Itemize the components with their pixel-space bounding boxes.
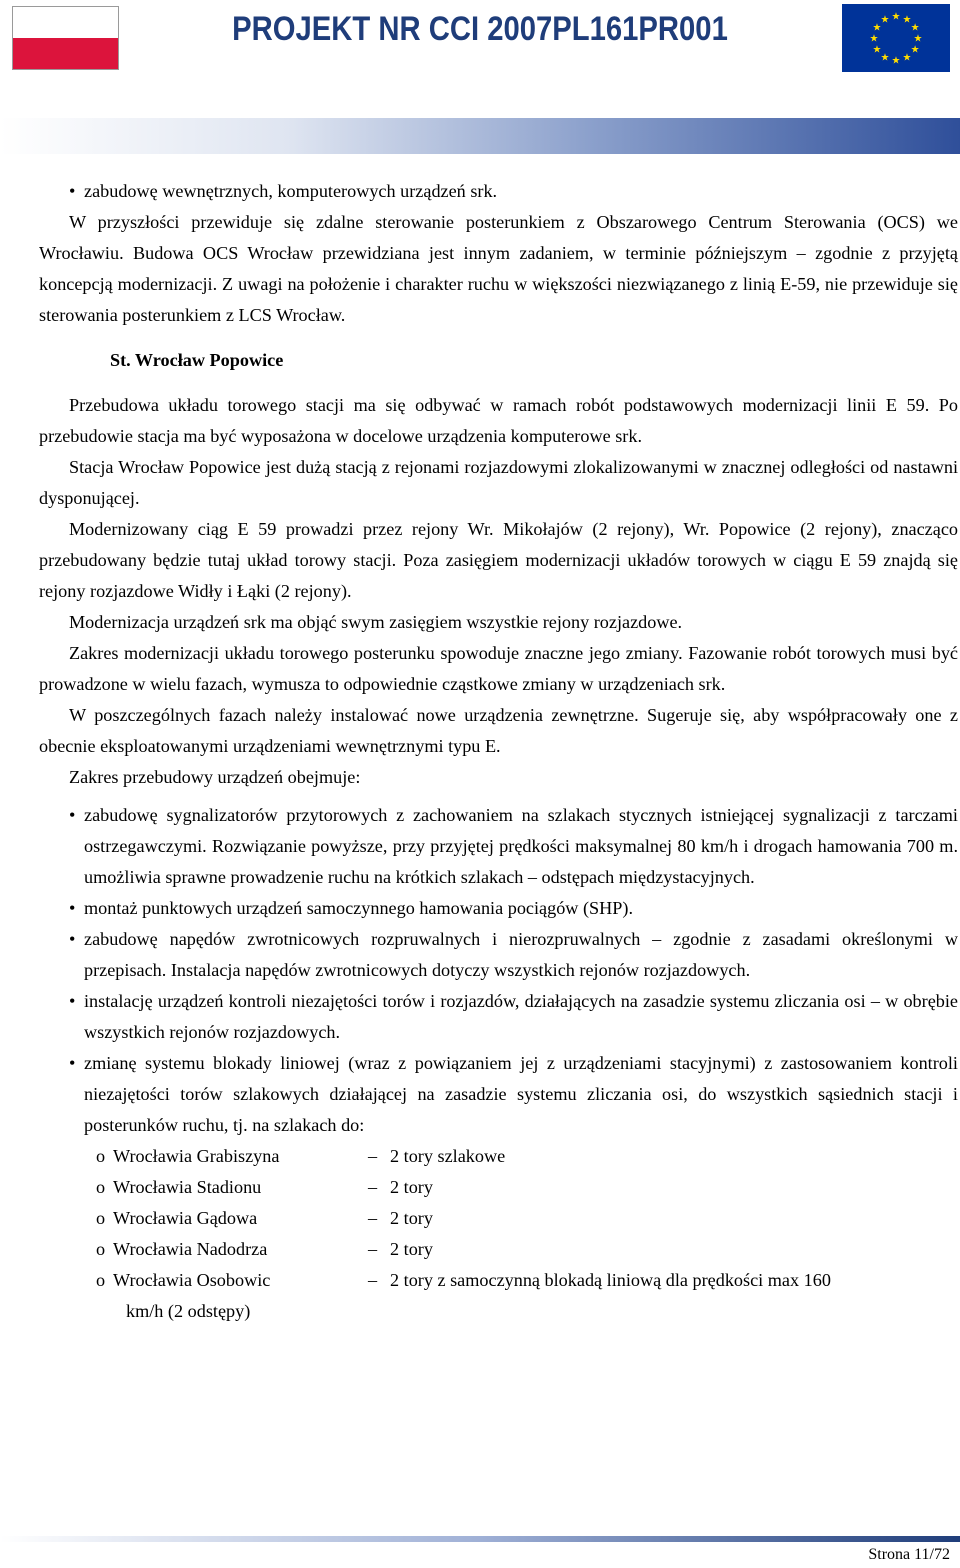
list-item: • montaż punktowych urządzeń samoczynnego hamowania pociągów (SHP).: [39, 893, 958, 924]
footer-gradient-band: [0, 1536, 960, 1542]
bullet-icon: •: [69, 181, 76, 201]
paragraph: Modernizowany ciąg E 59 prowadzi przez rejony Wr. Mikołajów (2 rejony), Wr. Popowice (2 rejony), znacząco przebudowany będzie tutaj układ torowy stacji. Poza zasięgiem modernizacji układów torowych w ciągu E 59 znajdą się rejony rozjazdowe Widły i Łąki (2 rejony).: [39, 519, 958, 601]
paragraph: Modernizacja urządzeń srk ma objąć swym zasięgiem wszystkie rejony rozjazdowe.: [69, 612, 683, 632]
circle-bullet-icon: o: [96, 1177, 106, 1197]
project-title: PROJEKT NR CCI 2007PL161PR001: [232, 10, 728, 48]
section-heading: St. Wrocław Popowice: [110, 350, 284, 370]
circle-bullet-icon: o: [96, 1208, 106, 1228]
paragraph: W przyszłości przewiduje się zdalne sterowanie posterunkiem z Obszarowego Centrum Sterowania (OCS) we Wrocławiu. Budowa OCS Wrocław przewidziana jest innym zadaniem, w terminie późniejszym – zgodnie z przyjętą koncepcją modernizacji. Z uwagi na położenie i charakter ruchu w większości niezwiązanego z linią E-59, nie przewiduje się sterowania posterunkiem z LCS Wrocław.: [39, 212, 958, 325]
list-item: • zabudowę sygnalizatorów przytorowych z zachowaniem na szlakach stycznych istniejącej sygnalizacji z tarczami ostrzegawczymi. Rozwiązanie powyższe, przy przyjętej prędkości maksymalnej 80 km/h i drogach hamowania 700 m. umożliwia sprawne prowadzenie ruchu na krótkich szlakach – odstępach międzystacyjnych.: [39, 800, 958, 893]
eu-star-icon: ★: [872, 44, 882, 56]
eu-star-icon: ★: [880, 52, 890, 64]
circle-bullet-icon: o: [96, 1270, 106, 1290]
list-item: • zabudowę napędów zwrotnicowych rozpruwalnych i nierozpruwalnych – zgodnie z zasadami określonymi w przepisach. Instalacja napędów zwrotnicowych dotyczy wszystkich rejonów rozjazdowych.: [39, 924, 958, 986]
bullet-icon: •: [69, 991, 76, 1011]
page-header: [0, 0, 960, 80]
sublist-item: o Wrocławia Nadodrza – 2 tory: [39, 1234, 958, 1265]
list-item: • instalację urządzeń kontroli niezajętości torów i rozjazdów, działających na zasadzie systemu zliczania osi – w obrębie wszystkich rejonów rozjazdowych.: [39, 986, 958, 1048]
bullet-icon: •: [69, 929, 76, 949]
eu-star-icon: ★: [910, 22, 920, 34]
eu-star-icon: ★: [891, 11, 901, 23]
sublist-item: o Wrocławia Gądowa – 2 tory: [39, 1203, 958, 1234]
eu-star-icon: ★: [902, 52, 912, 64]
paragraph: Zakres przebudowy urządzeń obejmuje:: [69, 767, 361, 787]
eu-star-icon: ★: [880, 14, 890, 26]
eu-star-icon: ★: [869, 33, 879, 45]
paragraph: Stacja Wrocław Popowice jest dużą stacją z rejonami rozjazdowymi zlokalizowanymi w znacznej odległości od nastawni dysponującej.: [39, 457, 958, 508]
header-gradient-band: [0, 118, 960, 154]
list-item: • zmianę systemu blokady liniowej (wraz z powiązaniem jej z urządzeniami stacyjnymi) z zastosowaniem kontroli niezajętości torów szlakowych działającej na zasadzie systemu zliczania osi, do wszystkich sąsiednich stacji i posterunków ruchu, tj. na szlakach do:: [39, 1048, 958, 1141]
document-body: [39, 176, 958, 1327]
eu-star-icon: ★: [872, 22, 882, 34]
bullet-icon: •: [69, 898, 76, 918]
sublist-item: o Wrocławia Osobowic – 2 tory z samoczynną blokadą liniową dla prędkości max 160: [39, 1265, 958, 1296]
sublist-item: o Wrocławia Stadionu – 2 tory: [39, 1172, 958, 1203]
eu-flag-logo: [842, 4, 950, 72]
paragraph: Zakres modernizacji układu torowego posterunku spowoduje znaczne jego zmiany. Fazowanie robót torowych musi być prowadzone w wielu fazach, wymusza to odpowiednie cząstkowe zmiany w urządzeniach srk.: [39, 643, 958, 694]
circle-bullet-icon: o: [96, 1146, 106, 1166]
sublist-item: o Wrocławia Grabiszyna – 2 tory szlakowe: [39, 1141, 958, 1172]
eu-star-icon: ★: [891, 55, 901, 67]
eu-star-icon: ★: [913, 33, 923, 45]
sublist-continuation: km/h (2 odstępy): [126, 1301, 251, 1321]
eu-star-icon: ★: [910, 44, 920, 56]
list-item: • zabudowę wewnętrznych, komputerowych urządzeń srk.: [39, 176, 958, 207]
bullet-icon: •: [69, 805, 76, 825]
paragraph: W poszczególnych fazach należy instalować nowe urządzenia zewnętrzne. Sugeruje się, aby współpracowały one z obecnie eksploatowanymi urządzeniami wewnętrznymi typu E.: [39, 705, 958, 756]
bullet-icon: •: [69, 1053, 76, 1073]
circle-bullet-icon: o: [96, 1239, 106, 1259]
eu-star-icon: ★: [902, 14, 912, 26]
page-number: Strona 11/72: [868, 1546, 950, 1563]
paragraph: Przebudowa układu torowego stacji ma się odbywać w ramach robót podstawowych modernizacji linii E 59. Po przebudowie stacja ma być wyposażona w docelowe urządzenia komputerowe srk.: [39, 395, 958, 446]
